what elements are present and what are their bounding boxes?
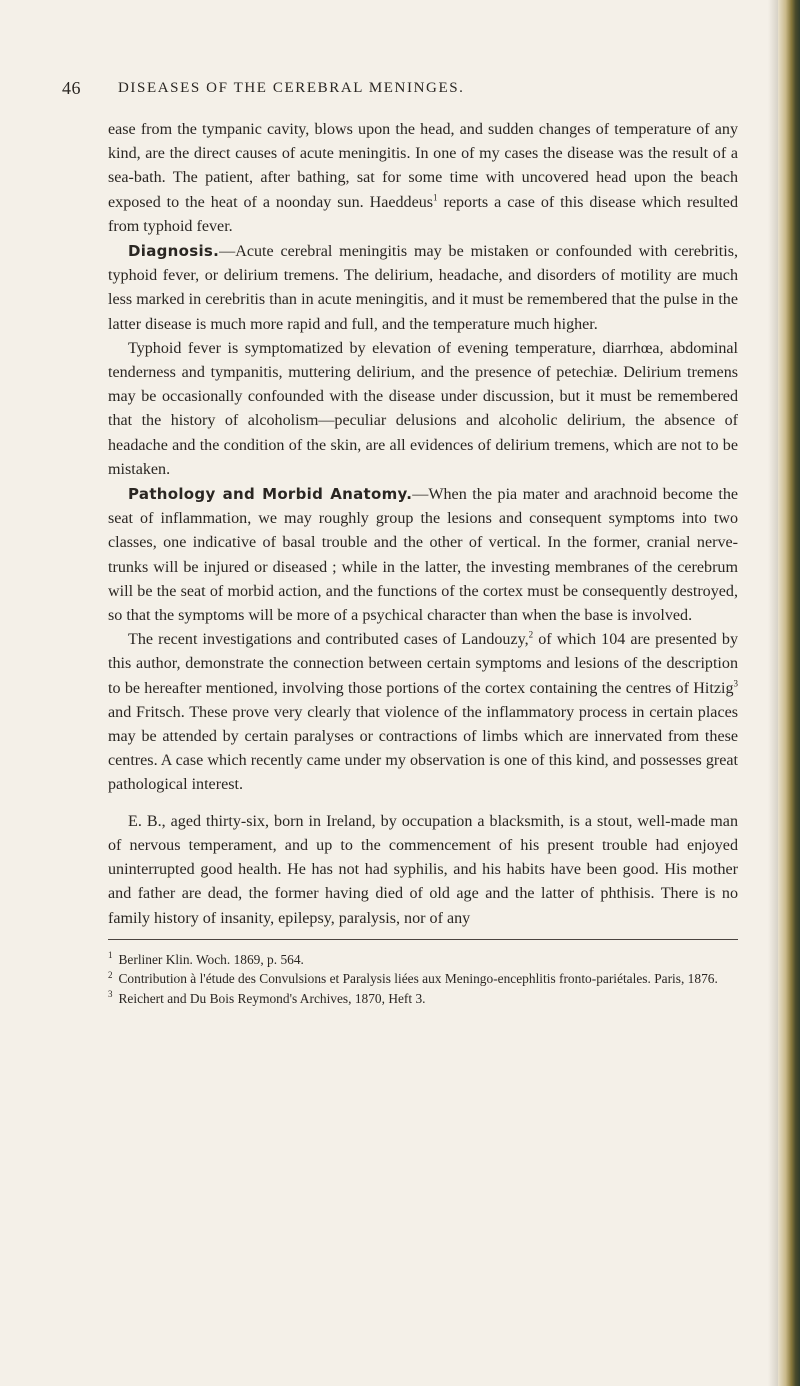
footnote-3: $^3$ Reichert and Du Bois Reymond's Archives, 1870, Heft 3. bbox=[108, 989, 426, 1006]
paragraph-diagnosis: Diagnosis.—Acute cerebral meningitis may be mistaken or confounded with cerebritis, typhoid fever, or delirium tremens. The delirium, headache, and disorders of motility are much less marked in cerebritis than in acute meningitis, and it must be remembered that the pulse in the latter disease is much more rapid and full, and the temperature much higher. bbox=[108, 242, 738, 333]
footnote-ref-2: 2 bbox=[528, 629, 534, 640]
page-gutter-shadow bbox=[768, 0, 778, 1386]
paragraph-case-report: E. B., aged thirty-six, born in Ireland, by occupation a blacksmith, is a stout, well-made man of nervous temperament, and up to the commencement of his present trouble had enjoyed uninterrupted good health. He has not had syphilis, and his habits have been good. His mother and father are dead, the former having died of old age and the latter of phthisis. There is no family history of insanity, epilepsy, paralysis, nor of any bbox=[108, 812, 738, 927]
footnote-ref-1: 1 bbox=[433, 192, 438, 203]
page-body bbox=[108, 118, 738, 1008]
footnote-ref-3: 3 bbox=[733, 678, 738, 689]
section-heading-pathology: Pathology and Morbid Anatomy. bbox=[128, 485, 413, 504]
footnote-divider bbox=[108, 939, 738, 940]
paragraph-investigations: The recent investigations and contributed cases of Landouzy,$^2$ of which 104 are presented by this author, demonstrate the connection between certain symptoms and lesions of the description to be hereafter mentioned, involving those portions of the cortex containing the centres of Hitzig$^3$ and Fritsch. These prove very clearly that violence of the inflammatory process in certain places may be attended by certain paralyses or contractions of limbs which are innervated from these centres. A case which recently came under my observation is one of this kind, and possesses great pathological interest. bbox=[108, 629, 739, 794]
paragraph-causes: ease from the tympanic cavity, blows upon the head, and sudden changes of temperature of any kind, are the direct causes of acute meningitis. In one of my cases the disease was the result of a sea-bath. The patient, after bathing, sat for some time with uncovered head upon the beach exposed to the heat of a noonday sun. Haeddeus$^1$ reports a case of this disease which resulted from typhoid fever. bbox=[108, 121, 738, 235]
book-edge bbox=[778, 0, 800, 1386]
page-header bbox=[62, 78, 752, 102]
section-heading-diagnosis: Diagnosis. bbox=[128, 242, 220, 261]
footnote-2: $^2$ Contribution à l'étude des Convulsions et Paralysis liées aux Meningo-encephlitis fronto-pariétales. Paris, 1876. bbox=[108, 969, 718, 987]
footnotes bbox=[108, 950, 738, 1009]
paragraph-pathology: Pathology and Morbid Anatomy.—When the pia mater and arachnoid become the seat of inflammation, we may roughly group the lesions and consequent symptoms into two classes, one indicative of basal trouble and the other of vertical. In the former, cranial nerve-trunks will be injured or diseased ; while in the latter, the investing membranes of the cerebrum will be the seat of morbid action, and the functions of the cortex must be consequently destroyed, so that the symptoms will be more of a psychical character than when the base is involved. bbox=[108, 485, 739, 625]
paragraph-typhoid: Typhoid fever is symptomatized by elevation of evening temperature, diarrhœa, abdominal tenderness and tympanitis, muttering delirium, and the presence of petechiæ. Delirium tremens may be occasionally confounded with the disease under discussion, but it must be remembered that the history of alcoholism—peculiar delusions and alcoholic delirium, the absence of headache and the condition of the skin, are all evidences of delirium tremens, which are not to be mistaken. bbox=[108, 339, 738, 478]
running-head: DISEASES OF THE CEREBRAL MENINGES. bbox=[118, 80, 465, 96]
page-number: 46 bbox=[62, 78, 81, 98]
footnote-1: $^1$ Berliner Klin. Woch. 1869, p. 564. bbox=[108, 950, 304, 967]
